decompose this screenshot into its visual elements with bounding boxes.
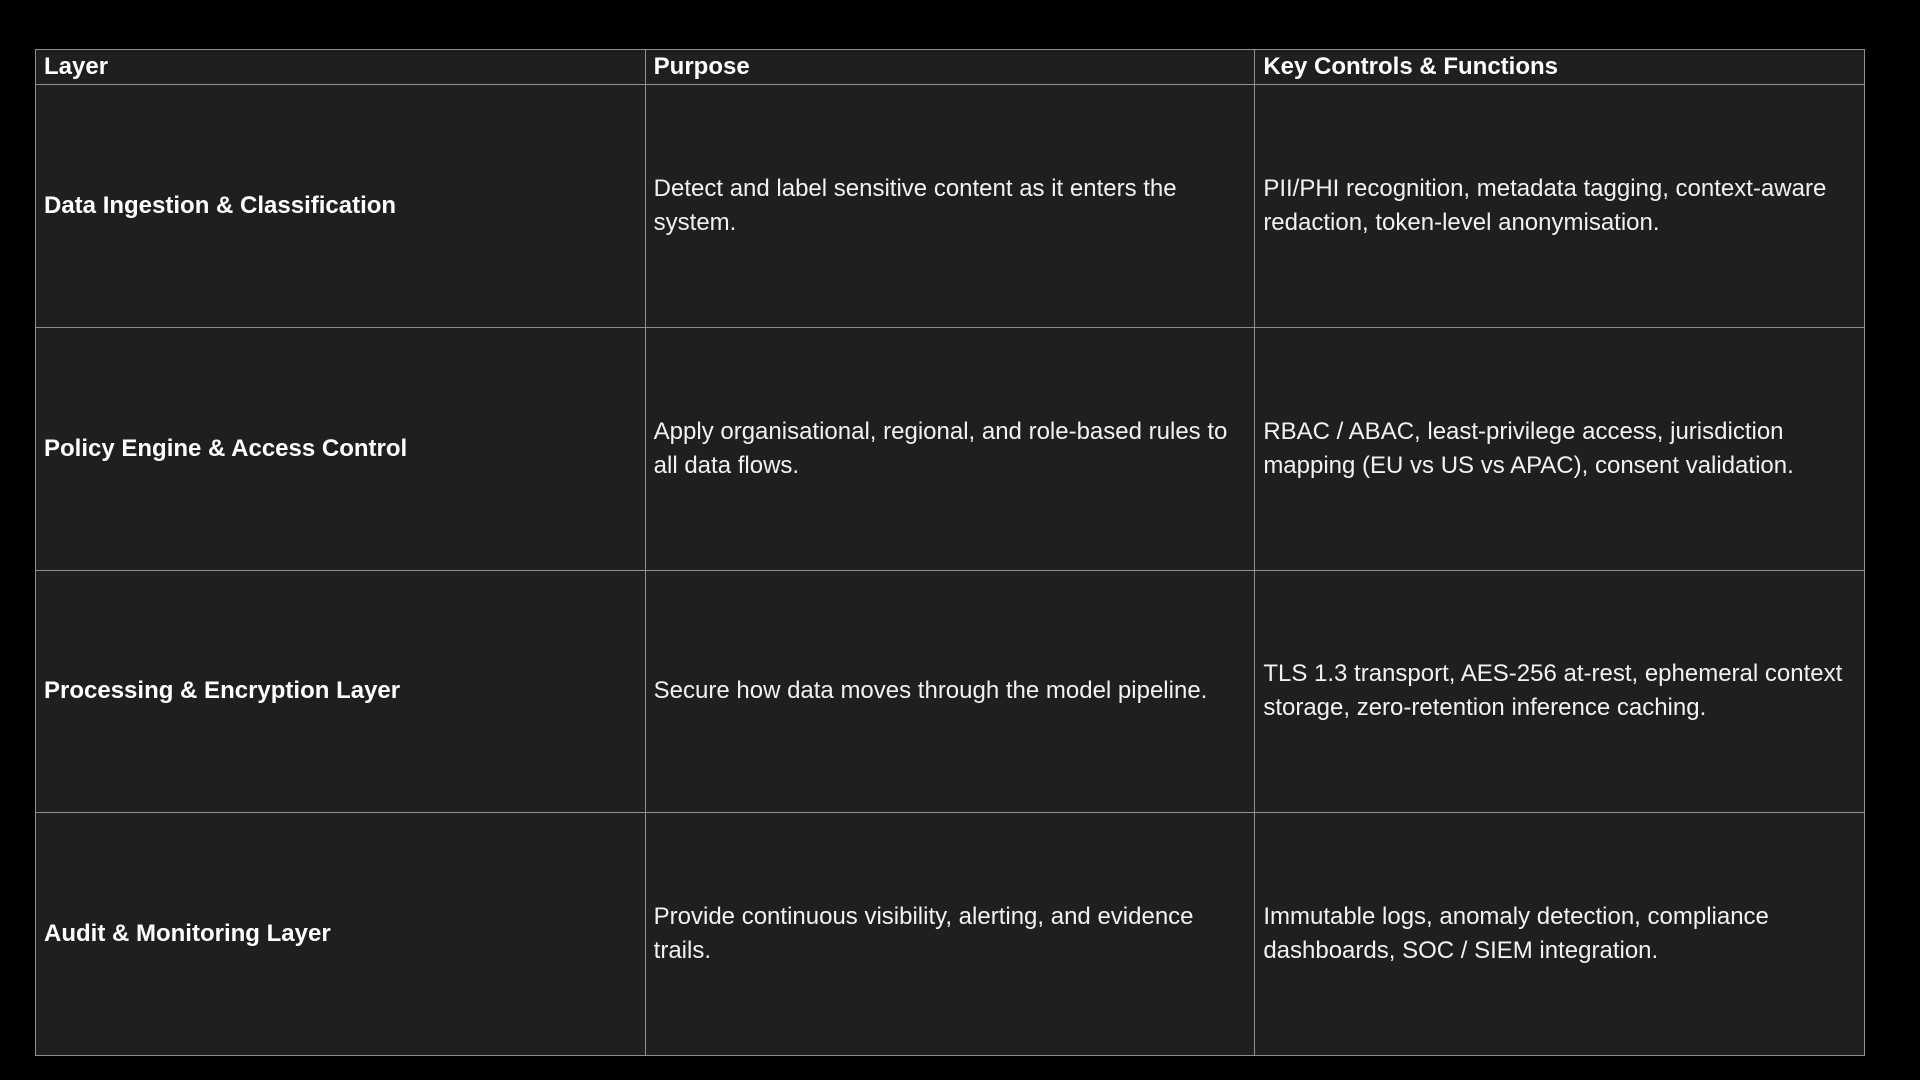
purpose-cell: Apply organisational, regional, and role-based rules to all data flows.	[645, 327, 1255, 570]
layer-cell: Policy Engine & Access Control	[36, 327, 646, 570]
column-header-key-controls: Key Controls & Functions	[1255, 50, 1865, 85]
layer-cell: Audit & Monitoring Layer	[36, 813, 646, 1056]
column-header-purpose: Purpose	[645, 50, 1255, 85]
controls-cell: PII/PHI recognition, metadata tagging, context-aware redaction, token-level anonymisation.	[1255, 85, 1865, 328]
table-row	[36, 327, 1865, 570]
layer-cell: Data Ingestion & Classification	[36, 85, 646, 328]
controls-cell: RBAC / ABAC, least-privilege access, jurisdiction mapping (EU vs US vs APAC), consent validation.	[1255, 327, 1865, 570]
table-row	[36, 570, 1865, 813]
table-row	[36, 813, 1865, 1056]
purpose-cell: Provide continuous visibility, alerting, and evidence trails.	[645, 813, 1255, 1056]
controls-cell: Immutable logs, anomaly detection, compliance dashboards, SOC / SIEM integration.	[1255, 813, 1865, 1056]
security-layers-table-container	[35, 49, 1865, 1056]
purpose-cell: Secure how data moves through the model pipeline.	[645, 570, 1255, 813]
layer-cell: Processing & Encryption Layer	[36, 570, 646, 813]
security-layers-table	[35, 49, 1865, 1056]
purpose-cell: Detect and label sensitive content as it enters the system.	[645, 85, 1255, 328]
column-header-layer: Layer	[36, 50, 646, 85]
controls-cell: TLS 1.3 transport, AES-256 at-rest, ephemeral context storage, zero-retention inference caching.	[1255, 570, 1865, 813]
table-header-row	[36, 50, 1865, 85]
table-row	[36, 85, 1865, 328]
